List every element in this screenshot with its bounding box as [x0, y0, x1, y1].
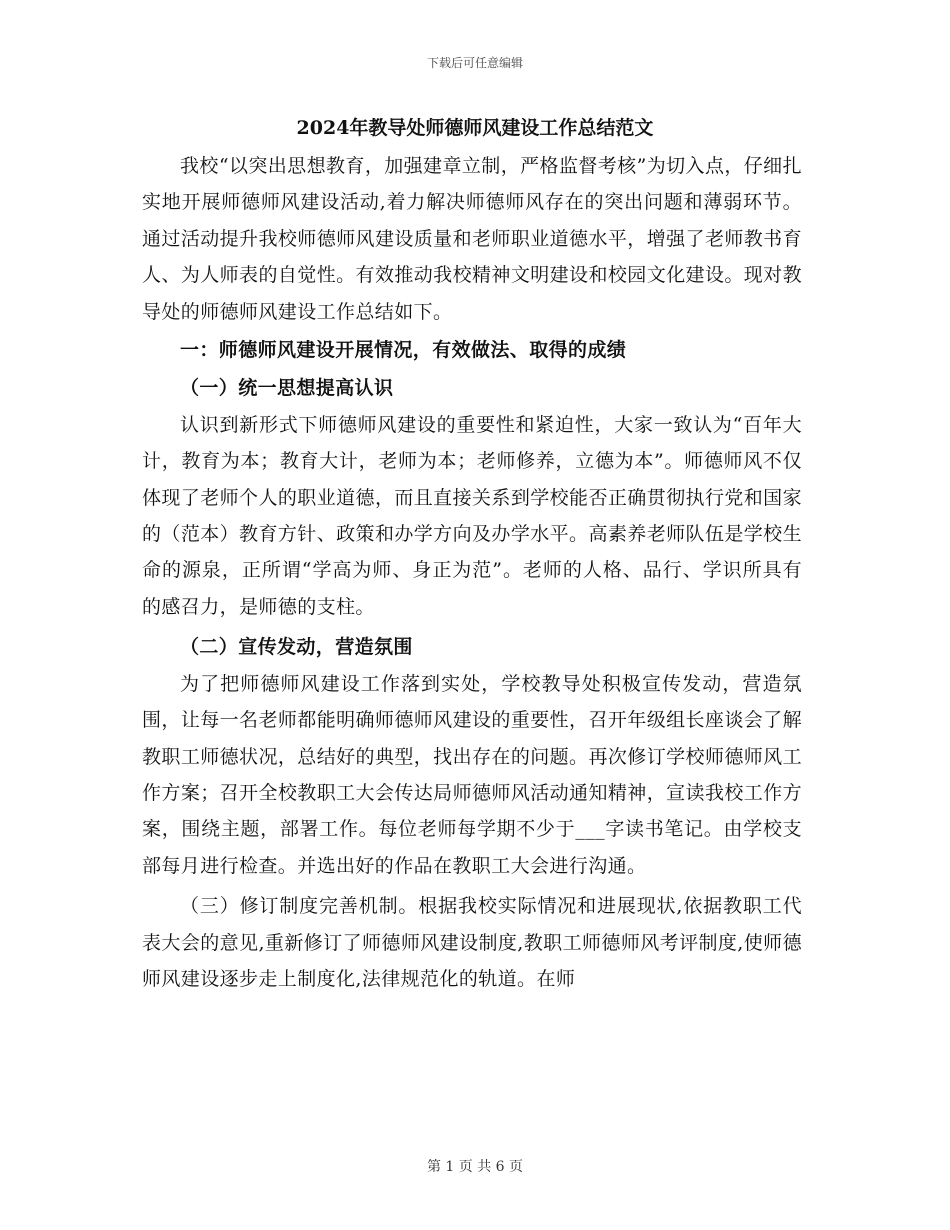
- subsection-heading-1: （一）统一思想提高认识: [180, 377, 394, 400]
- page-number-footer: 第 1 页 共 6 页: [426, 1159, 524, 1175]
- section-heading-1: 一：师德师风建设开展情况，有效做法、取得的成绩: [180, 339, 627, 362]
- intro-paragraph: 我校“以突出思想教育，加强建章立制，严格监督考核”为切入点，仔细扎实地开展师德师风建设活动,着力解决师德师风存在的突出问题和薄弱环节。通过活动提升我校师德师风建设质量和老师职业道德水平，增强了老师教书育人、为人师表的自觉性。有效推动我校精神文明建设和校园文化建设。现对教导处的师德师风建设工作总结如下。: [142, 155, 802, 323]
- document-body: [142, 148, 802, 997]
- subsection-1-paragraph: 认识到新形式下师德师风建设的重要性和紧迫性，大家一致认为“百年大计，教育为本；教育大计，老师为本；老师修养，立德为本”。师德师风不仅体现了老师个人的职业道德，而且直接关系到学校能否正确贯彻执行党和国家的（范本）教育方针、政策和办学方向及办学水平。高素养老师队伍是学校生命的源泉，正所谓“学高为师、身正为范”。老师的人格、品行、学识所具有的感召力，是师德的支柱。: [142, 413, 802, 618]
- subsection-3-paragraph: （三）修订制度完善机制。根据我校实际情况和进展现状,依据教职工代表大会的意见,重新修订了师德师风建设制度,教职工师德师风考评制度,使师德师风建设逐步走上制度化,法律规范化的轨道。在师: [142, 895, 802, 990]
- subsection-2-paragraph: 为了把师德师风建设工作落到实处，学校教导处积极宣传发动，营造氛围，让每一名老师都能明确师德师风建设的重要性，召开年级组长座谈会了解教职工师德状况，总结好的典型，找出存在的问题。再次修订学校师德师风工作方案；召开全校教职工大会传达局师德师风活动通知精神，宣读我校工作方案，围绕主题，部署工作。每位老师每学期不少于___字读书笔记。由学校支部每月进行检查。并选出好的作品在教职工大会进行沟通。: [142, 672, 802, 877]
- document-title: 2024年教导处师德师风建设工作总结范文: [296, 117, 654, 139]
- subsection-heading-2: （二）宣传发动，营造氛围: [180, 636, 413, 659]
- page-header-note: 下载后可任意编辑: [426, 56, 523, 70]
